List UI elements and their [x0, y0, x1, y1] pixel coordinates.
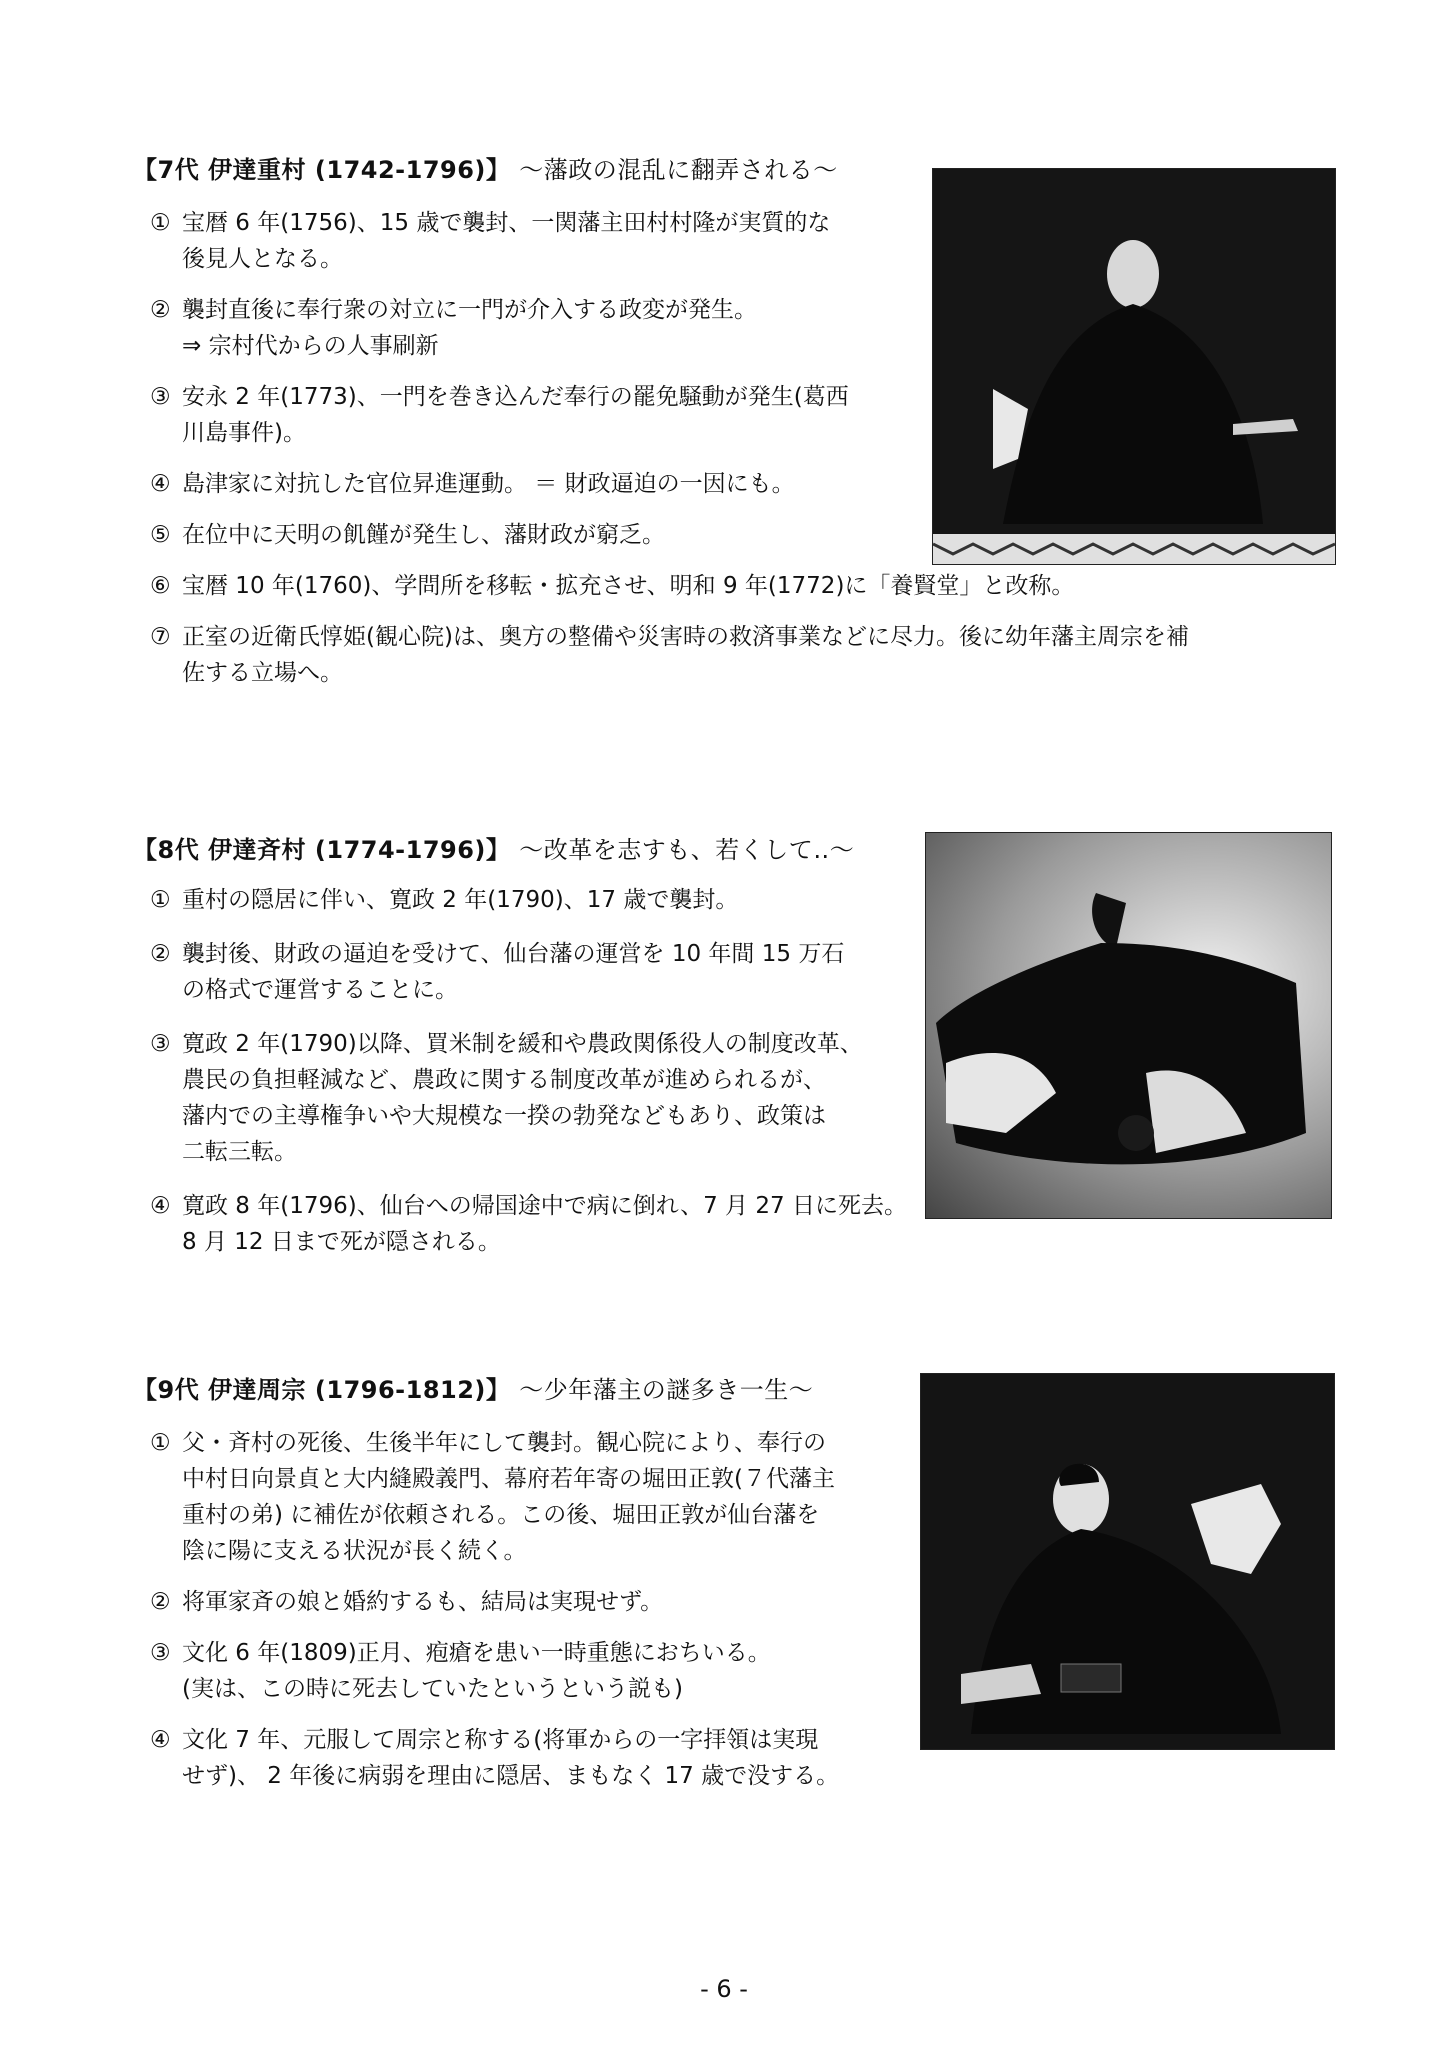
list-item: ① 宝暦 6 年(1756)、15 歳で襲封、一関藩主田村村隆が実質的な 後見人となる。	[150, 210, 831, 272]
portrait-figure	[926, 833, 1331, 1218]
list-item: ④ 文化 7 年、元服して周宗と称する(将軍からの一字拝領は実現 せず)、 2 年後に病弱を理由に隠居、まもなく 17 歳で没する。	[150, 1727, 840, 1789]
list-item: ② 襲封直後に奉行衆の対立に一門が介入する政変が発生。 ⇒ 宗村代からの人事刷新	[150, 297, 757, 359]
heading-subtitle: 〜少年藩主の謎多き一生〜	[519, 1376, 814, 1404]
section-heading	[133, 830, 854, 865]
section-heading	[133, 1370, 813, 1405]
page-number: - 6 -	[700, 1975, 748, 2003]
heading-subtitle: 〜改革を志すも、若くして‥〜	[519, 836, 855, 864]
portrait-figure	[921, 1374, 1334, 1749]
list-item: ③ 文化 6 年(1809)正月、疱瘡を患い一時重態におちいる。 (実は、この時に死去していたというという説も)	[150, 1640, 771, 1702]
item-list	[150, 882, 930, 1260]
heading-subtitle: 〜藩政の混乱に翻弄される〜	[519, 156, 838, 184]
list-item: ③ 安永 2 年(1773)、一門を巻き込んだ奉行の罷免騒動が発生(葛西 川島事件)。	[150, 384, 849, 446]
section-heading	[133, 150, 838, 185]
list-item: ② 将軍家斉の娘と婚約するも、結局は実現せず。	[150, 1589, 664, 1615]
portrait-image	[932, 168, 1336, 565]
portrait-image	[920, 1373, 1335, 1750]
list-item: ④ 島津家に対抗した官位昇進運動。 ＝ 財政逼迫の一因にも。	[150, 471, 795, 497]
heading-main: 【8代 伊達斉村 (1774-1796)】	[133, 836, 511, 864]
list-item: ④ 寛政 8 年(1796)、仙台への帰国途中で病に倒れ、7 月 27 日に死去。 8 月 12 日まで死が隠される。	[150, 1193, 907, 1255]
list-item: ⑤ 在位中に天明の飢饉が発生し、藩財政が窮乏。	[150, 522, 665, 548]
heading-main: 【9代 伊達周宗 (1796-1812)】	[133, 1376, 511, 1404]
heading-main: 【7代 伊達重村 (1742-1796)】	[133, 156, 511, 184]
list-item: ⑦ 正室の近衛氏惇姫(観心院)は、奥方の整備や災害時の救済事業などに尽力。後に幼年藩主周宗を補 佐する立場へ。	[150, 624, 1189, 686]
list-item: ⑥ 宝暦 10 年(1760)、学問所を移転・拡充させ、明和 9 年(1772)に「養賢堂」と改称。	[150, 573, 1075, 599]
portrait-figure	[933, 169, 1335, 564]
item-list	[150, 1425, 910, 1794]
list-item: ③ 寛政 2 年(1790)以降、買米制を緩和や農政関係役人の制度改革、 農民の負担軽減など、農政に関する制度改革が進められるが、 藩内での主導権争いや大規模な一揆の勃発などもあり、政策は 二転三転。	[150, 1031, 863, 1165]
item-list	[150, 205, 1189, 691]
portrait-image	[925, 832, 1332, 1219]
list-item: ② 襲封後、財政の逼迫を受けて、仙台藩の運営を 10 年間 15 万石 の格式で運営することに。	[150, 941, 845, 1003]
list-item: ① 重村の隠居に伴い、寛政 2 年(1790)、17 歳で襲封。	[150, 887, 739, 913]
list-item: ① 父・斉村の死後、生後半年にして襲封。観心院により、奉行の 中村日向景貞と大内縫殿義門、幕府若年寄の堀田正敦(７代藩主 重村の弟) に補佐が依頼される。この後、堀田正敦が仙台藩を 陰に陽に支える状況が長く続く。	[150, 1430, 835, 1564]
